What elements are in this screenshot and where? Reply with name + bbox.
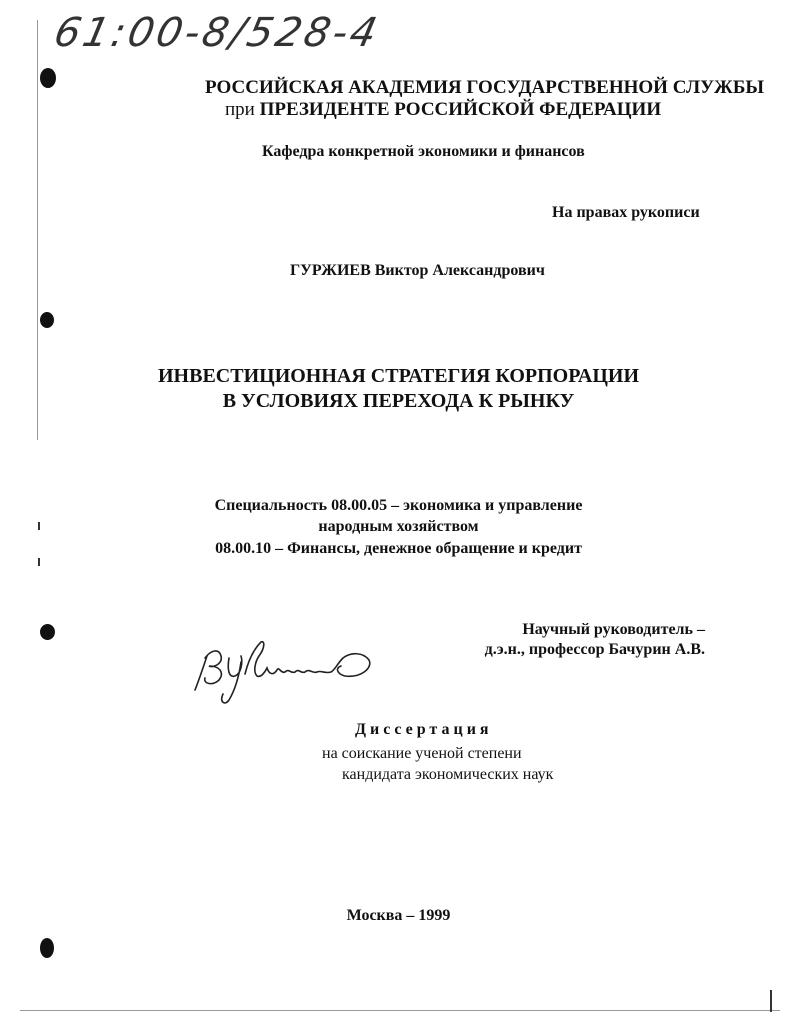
punch-hole-mark	[40, 312, 54, 328]
specialty-line1: Специальность 08.00.05 – экономика и управление	[214, 497, 583, 514]
specialty-line3: 08.00.10 – Финансы, денежное обращение и кредит	[215, 540, 582, 557]
city-year: Москва – 1999	[346, 907, 451, 924]
rights-note: На правах рукописи	[552, 204, 700, 221]
archive-number-handwritten: 61:00-8/528-4	[50, 10, 384, 56]
academy-name-prefix: при	[225, 99, 255, 120]
scan-mark	[770, 990, 772, 1012]
scan-mark	[38, 558, 40, 566]
department-name: Кафедра конкретной экономики и финансов	[262, 143, 585, 160]
dissertation-title-line2: В УСЛОВИЯХ ПЕРЕХОДА К РЫНКУ	[222, 390, 575, 412]
punch-hole-mark	[40, 68, 56, 88]
author-signature	[185, 628, 385, 708]
bottom-margin-line	[20, 1010, 780, 1011]
academy-name-main: ПРЕЗИДЕНТЕ РОССИЙСКОЙ ФЕДЕРАЦИИ	[259, 99, 662, 120]
dissertation-title-line1: ИНВЕСТИЦИОННАЯ СТРАТЕГИЯ КОРПОРАЦИИ	[158, 365, 639, 387]
academy-name-line1: РОССИЙСКАЯ АКАДЕМИЯ ГОСУДАРСТВЕННОЙ СЛУЖБЫ	[205, 77, 765, 98]
punch-hole-mark	[40, 624, 55, 640]
author-name: ГУРЖИЕВ Виктор Александрович	[290, 262, 545, 279]
degree-line1: на соискание ученой степени	[322, 745, 522, 762]
punch-hole-mark	[40, 938, 54, 958]
specialty-line2: народным хозяйством	[318, 518, 479, 535]
document-type: Диссертация	[355, 721, 493, 738]
academy-name-line2	[225, 99, 661, 121]
advisor-name: д.э.н., профессор Бачурин А.В.	[484, 641, 705, 658]
advisor-label: Научный руководитель –	[522, 621, 705, 638]
degree-line2: кандидата экономических наук	[342, 766, 554, 783]
